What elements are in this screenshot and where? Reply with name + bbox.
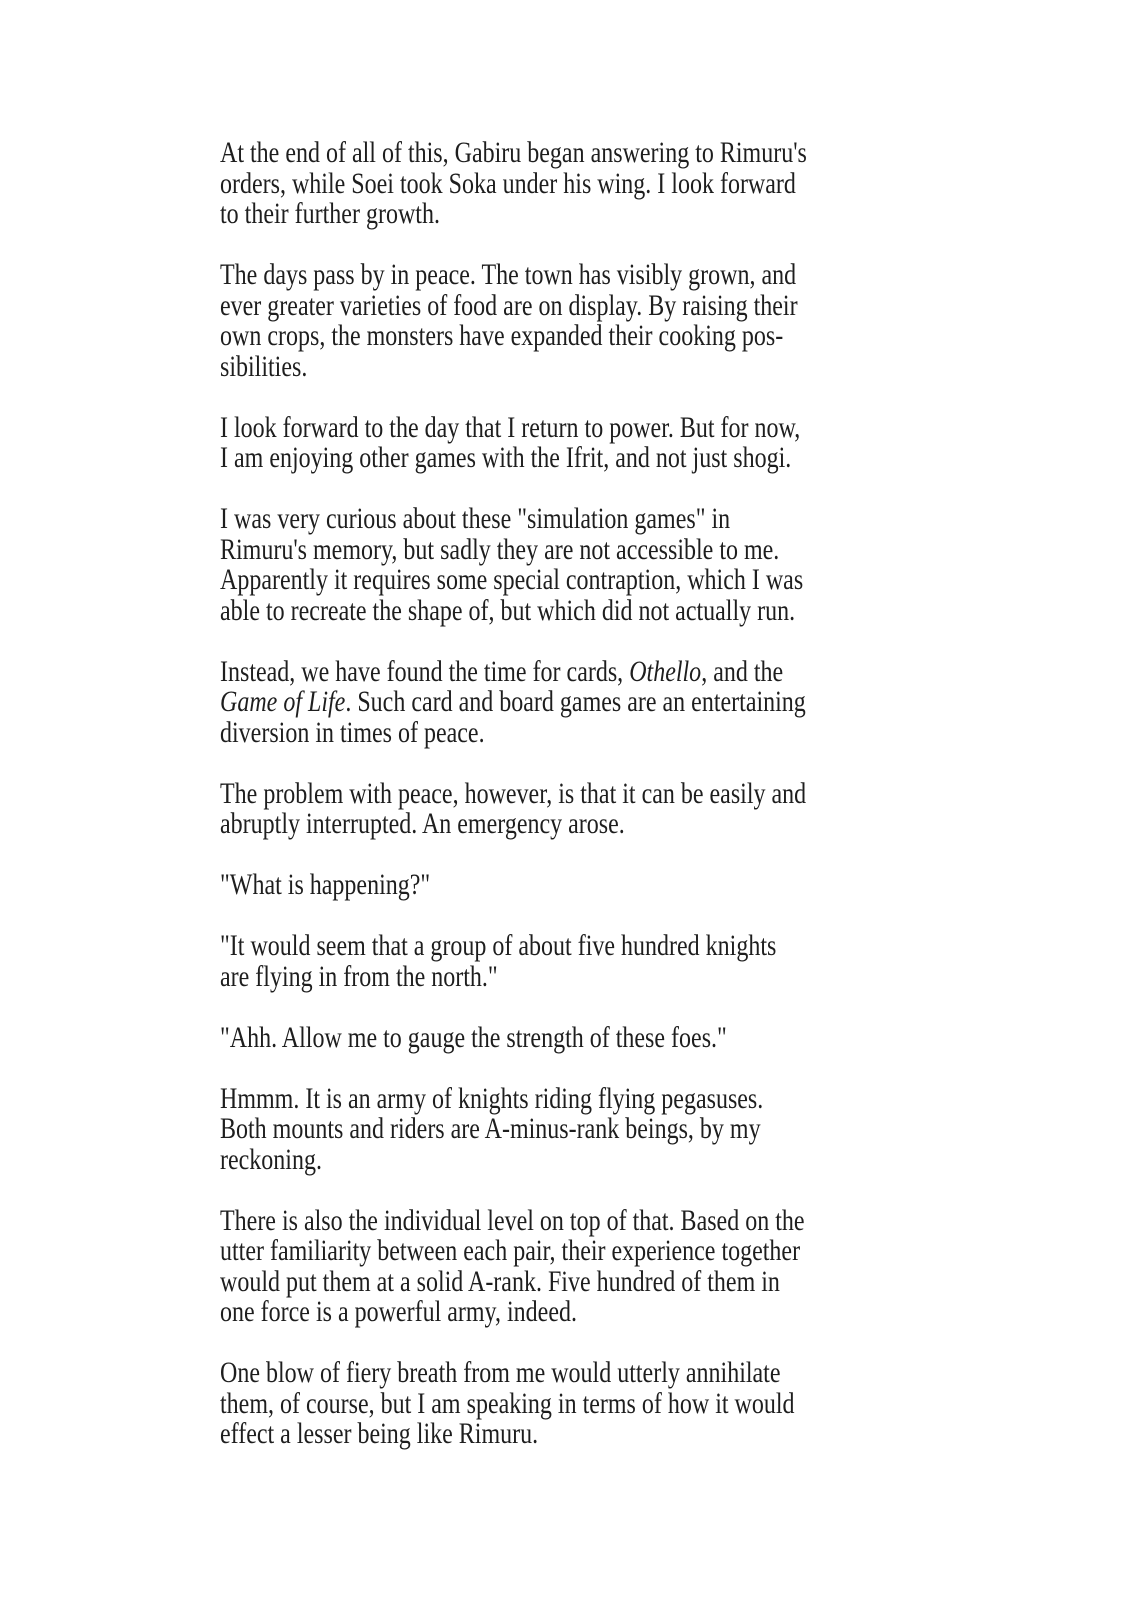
text-line bbox=[220, 565, 881, 596]
text-line bbox=[220, 870, 881, 901]
text-line bbox=[220, 1264, 881, 1298]
text-segment: are flying in from the north." bbox=[220, 959, 498, 993]
text-line bbox=[220, 1114, 881, 1145]
text-segment: able to recreate the shape of, but which did not actually run. bbox=[220, 593, 796, 627]
text-segment: The days pass by in peace. The town has visibly grown, and bbox=[220, 258, 797, 291]
text-line bbox=[220, 1142, 881, 1176]
text-line bbox=[220, 532, 881, 566]
text-line bbox=[220, 715, 881, 749]
text-segment: utter familiarity between each pair, their experience together bbox=[220, 1234, 801, 1267]
text-line bbox=[220, 260, 881, 291]
book-page-text bbox=[220, 138, 881, 1450]
text-segment: At the end of all of this, Gabiru began answering to Rimuru's bbox=[220, 136, 807, 169]
italic-text: Othello bbox=[629, 654, 702, 688]
text-segment: "It would seem that a group of about five hundred knights bbox=[220, 929, 777, 962]
text-line bbox=[220, 199, 881, 230]
text-segment: sibilities. bbox=[220, 349, 308, 383]
text-segment: Instead, we have found the time for cards, bbox=[220, 654, 630, 688]
text-segment: orders, while Soei took Soka under his wing. I look forward bbox=[220, 166, 796, 200]
text-line bbox=[220, 1419, 881, 1450]
paragraph bbox=[220, 1358, 881, 1450]
paragraph bbox=[220, 1020, 881, 1054]
text-segment: ever greater varieties of food are on display. By raising their bbox=[220, 288, 798, 322]
paragraph bbox=[220, 1203, 881, 1328]
text-segment: to their further growth. bbox=[220, 197, 440, 230]
text-segment: The problem with peace, however, is that it can be easily and bbox=[220, 776, 807, 810]
text-segment: Rimuru's memory, but sadly they are not accessible to me. bbox=[220, 532, 780, 566]
text-segment: I am enjoying other games with the Ifrit, and not just shogi. bbox=[220, 441, 792, 474]
text-segment: reckoning. bbox=[220, 1142, 322, 1176]
text-line bbox=[220, 1020, 881, 1054]
text-segment: abruptly interrupted. An emergency arose. bbox=[220, 807, 625, 840]
paragraph bbox=[220, 260, 881, 382]
text-line bbox=[220, 776, 881, 810]
text-segment: would put them at a solid A-rank. Five hundred of them in bbox=[220, 1264, 780, 1298]
text-line bbox=[220, 1236, 881, 1267]
text-line bbox=[220, 809, 881, 840]
text-line bbox=[220, 654, 881, 688]
text-line bbox=[220, 349, 881, 383]
text-segment: "Ahh. Allow me to gauge the strength of these foes." bbox=[220, 1020, 727, 1054]
text-line bbox=[220, 166, 881, 200]
paragraph bbox=[220, 138, 881, 230]
paragraph bbox=[220, 410, 881, 474]
text-segment: Hmmm. It is an army of knights riding flying pegasuses. bbox=[220, 1081, 764, 1115]
text-segment: There is also the individual level on top of that. Based on the bbox=[220, 1203, 805, 1237]
paragraph bbox=[220, 870, 881, 901]
text-segment: , and the bbox=[701, 654, 784, 688]
paragraph bbox=[220, 654, 881, 749]
text-segment: I look forward to the day that I return to power. But for now, bbox=[220, 410, 801, 444]
text-segment: One blow of fiery breath from me would utterly annihilate bbox=[220, 1356, 781, 1389]
text-line bbox=[220, 321, 881, 352]
text-segment: them, of course, but I am speaking in terms of how it would bbox=[220, 1386, 795, 1420]
text-segment: effect a lesser being like Rimuru. bbox=[220, 1417, 539, 1450]
text-line bbox=[220, 1358, 881, 1389]
text-line bbox=[220, 1203, 881, 1237]
text-line bbox=[220, 1297, 881, 1328]
text-segment: I was very curious about these "simulation games" in bbox=[220, 502, 731, 535]
italic-text: Game of Life bbox=[220, 685, 346, 718]
text-line bbox=[220, 138, 881, 169]
text-line bbox=[220, 1386, 881, 1420]
paragraph bbox=[220, 931, 881, 992]
text-line bbox=[220, 1081, 881, 1115]
text-segment: diversion in times of peace. bbox=[220, 715, 485, 749]
text-line bbox=[220, 443, 881, 474]
text-line bbox=[220, 504, 881, 535]
text-line bbox=[220, 931, 881, 962]
text-line bbox=[220, 410, 881, 444]
text-segment: Apparently it requires some special contraption, which I was bbox=[220, 563, 804, 596]
text-segment: "What is happening?" bbox=[220, 868, 431, 901]
paragraph bbox=[220, 504, 881, 626]
text-line bbox=[220, 687, 881, 718]
paragraph bbox=[220, 776, 881, 840]
text-line bbox=[220, 593, 881, 627]
paragraph bbox=[220, 1081, 881, 1176]
text-segment: Both mounts and riders are A-minus-rank beings, by my bbox=[220, 1112, 761, 1145]
text-line bbox=[220, 288, 881, 322]
text-segment: one force is a powerful army, indeed. bbox=[220, 1295, 577, 1328]
text-segment: own crops, the monsters have expanded their cooking pos- bbox=[220, 319, 784, 352]
text-line bbox=[220, 959, 881, 993]
text-segment: . Such card and board games are an entertaining bbox=[345, 685, 806, 718]
